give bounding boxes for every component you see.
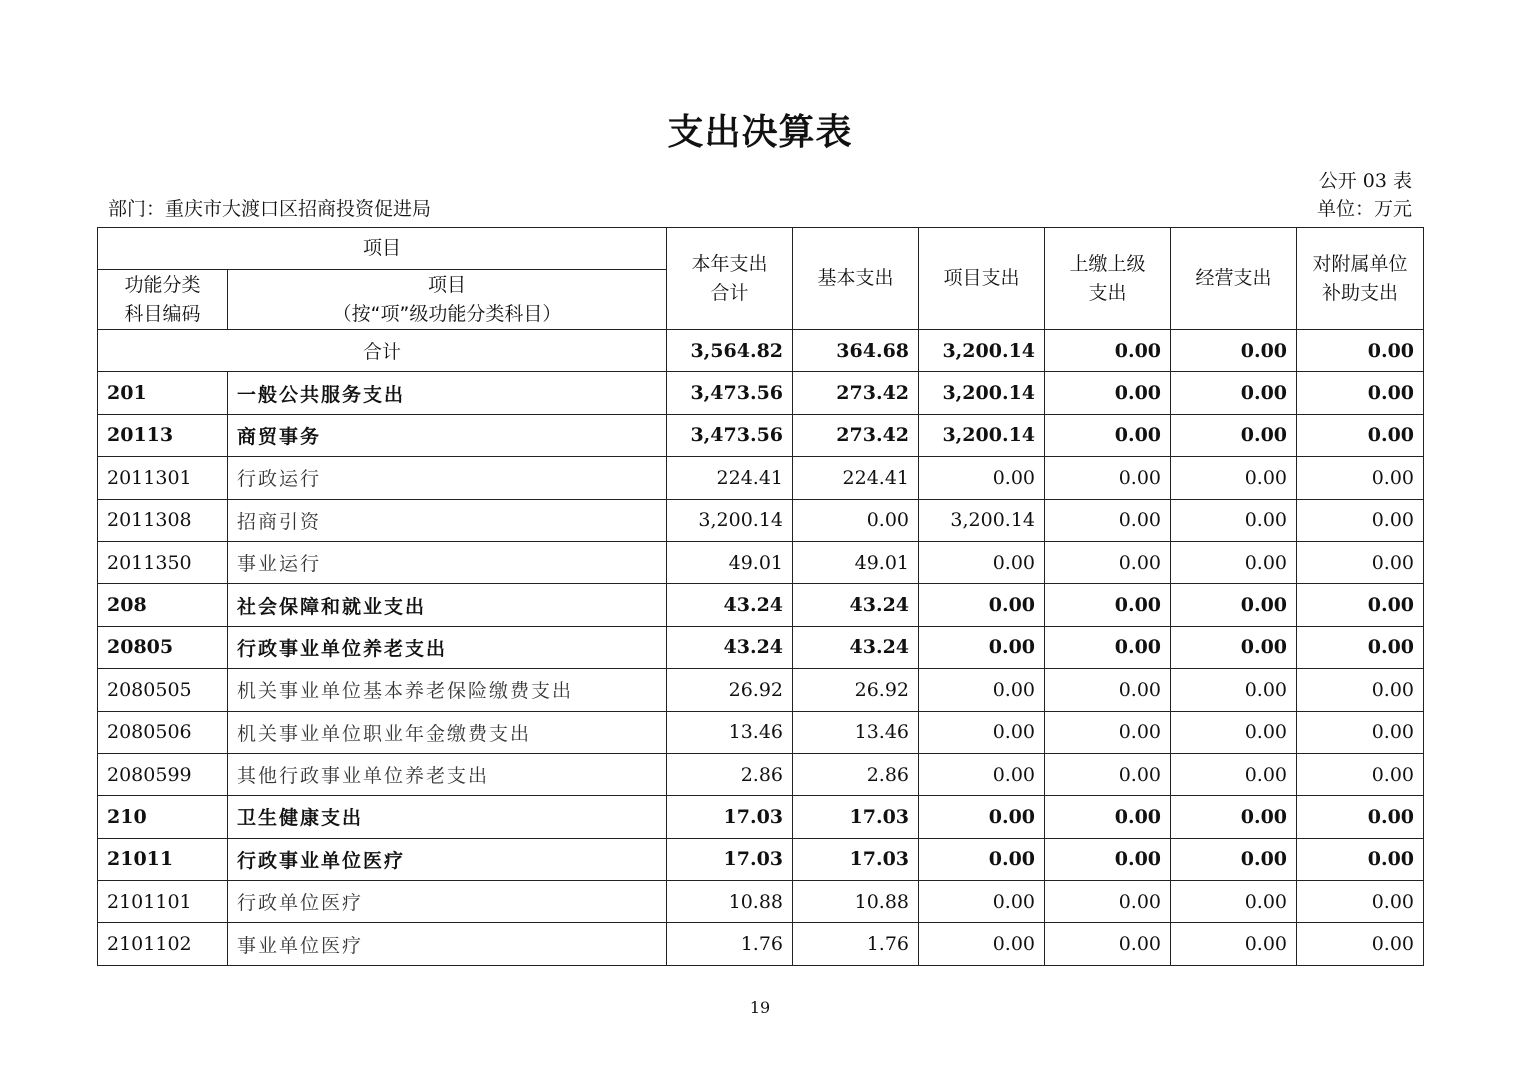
row-code: 2011308 (98, 499, 228, 541)
row-code: 21011 (98, 838, 228, 880)
row-value: 3,200.14 (667, 499, 793, 541)
header-code (98, 270, 228, 330)
row-value: 43.24 (667, 626, 793, 668)
row-value: 0.00 (1171, 669, 1297, 711)
row-value: 0.00 (1297, 457, 1424, 499)
row-value: 0.00 (1297, 923, 1424, 965)
row-name: 行政事业单位养老支出 (228, 626, 667, 668)
header-subsidy (1297, 228, 1424, 330)
row-code: 2011301 (98, 457, 228, 499)
row-value: 1.76 (667, 923, 793, 965)
row-value: 17.03 (667, 796, 793, 838)
row-value: 0.00 (1297, 669, 1424, 711)
row-value: 224.41 (793, 457, 919, 499)
total-cell: 3,200.14 (919, 330, 1045, 372)
page-number: 19 (749, 998, 771, 1017)
row-value: 17.03 (667, 838, 793, 880)
page-title: 支出决算表 (667, 112, 853, 153)
row-value: 0.00 (1045, 499, 1171, 541)
row-value: 0.00 (1045, 626, 1171, 668)
row-code: 20113 (98, 414, 228, 456)
header-operating: 经营支出 (1171, 228, 1297, 330)
header-project: 项目 (98, 228, 667, 270)
row-value: 0.00 (1171, 881, 1297, 923)
row-value: 0.00 (1171, 923, 1297, 965)
row-name: 事业单位医疗 (228, 923, 667, 965)
header-name (228, 270, 667, 330)
row-name: 机关事业单位基本养老保险缴费支出 (228, 669, 667, 711)
row-value: 43.24 (667, 584, 793, 626)
total-cell: 0.00 (1297, 330, 1424, 372)
total-cell: 0.00 (1045, 330, 1171, 372)
row-value: 273.42 (793, 372, 919, 414)
row-name: 行政事业单位医疗 (228, 838, 667, 880)
row-value: 0.00 (1045, 457, 1171, 499)
row-code: 208 (98, 584, 228, 626)
table-row (98, 753, 1424, 795)
table-row (98, 796, 1424, 838)
row-value: 0.00 (919, 584, 1045, 626)
table-body (98, 330, 1424, 966)
row-value: 0.00 (1297, 541, 1424, 583)
row-value: 0.00 (1171, 372, 1297, 414)
header-total-line1: 本年支出 (691, 252, 768, 275)
row-value: 0.00 (919, 838, 1045, 880)
row-value: 49.01 (793, 541, 919, 583)
table-row (98, 626, 1424, 668)
row-value: 0.00 (1171, 541, 1297, 583)
row-value: 0.00 (1045, 923, 1171, 965)
row-value: 0.00 (1297, 499, 1424, 541)
row-value: 224.41 (667, 457, 793, 499)
row-value: 17.03 (793, 796, 919, 838)
row-value: 0.00 (1171, 753, 1297, 795)
row-value: 0.00 (1045, 753, 1171, 795)
row-value: 1.76 (793, 923, 919, 965)
row-value: 0.00 (1297, 372, 1424, 414)
expenditure-table (97, 227, 1424, 966)
header-code-line1: 功能分类 (124, 273, 201, 296)
row-name: 其他行政事业单位养老支出 (228, 753, 667, 795)
department-label: 部门：重庆市大渡口区招商投资促进局 (108, 198, 432, 220)
row-name: 商贸事务 (228, 414, 667, 456)
row-value: 0.00 (919, 881, 1045, 923)
row-value: 0.00 (1171, 584, 1297, 626)
row-value: 2.86 (793, 753, 919, 795)
table-row (98, 923, 1424, 965)
row-value: 0.00 (919, 669, 1045, 711)
row-code: 2011350 (98, 541, 228, 583)
table-row (98, 457, 1424, 499)
table-row (98, 711, 1424, 753)
row-value: 273.42 (793, 414, 919, 456)
table-row (98, 838, 1424, 880)
table-row (98, 669, 1424, 711)
total-cell: 364.68 (793, 330, 919, 372)
row-value: 0.00 (1045, 796, 1171, 838)
table-row (98, 881, 1424, 923)
row-code: 20805 (98, 626, 228, 668)
header-upper-line2: 支出 (1088, 281, 1127, 304)
header-subsidy-line1: 对附属单位 (1312, 252, 1408, 275)
table-row (98, 414, 1424, 456)
row-value: 0.00 (1045, 541, 1171, 583)
row-value: 0.00 (1171, 499, 1297, 541)
row-value: 0.00 (919, 626, 1045, 668)
header-code-line2: 科目编码 (124, 302, 201, 325)
header-upper-line1: 上缴上级 (1069, 252, 1146, 275)
row-value: 0.00 (919, 796, 1045, 838)
row-value: 3,200.14 (919, 372, 1045, 414)
header-total-line2: 合计 (710, 281, 749, 304)
table-row (98, 372, 1424, 414)
row-value: 17.03 (793, 838, 919, 880)
header-basic: 基本支出 (793, 228, 919, 330)
row-value: 0.00 (1045, 838, 1171, 880)
header-subsidy-line2: 补助支出 (1322, 281, 1399, 304)
row-name: 行政运行 (228, 457, 667, 499)
row-name: 招商引资 (228, 499, 667, 541)
row-value: 0.00 (1297, 838, 1424, 880)
row-value: 3,473.56 (667, 414, 793, 456)
row-value: 0.00 (1297, 796, 1424, 838)
row-code: 210 (98, 796, 228, 838)
row-name: 一般公共服务支出 (228, 372, 667, 414)
header-upper-level (1045, 228, 1171, 330)
row-value: 0.00 (1045, 711, 1171, 753)
row-code: 2101102 (98, 923, 228, 965)
total-label: 合计 (98, 330, 667, 372)
row-value: 0.00 (1297, 414, 1424, 456)
row-value: 0.00 (1045, 584, 1171, 626)
row-value: 0.00 (793, 499, 919, 541)
row-value: 10.88 (793, 881, 919, 923)
row-value: 0.00 (1171, 796, 1297, 838)
row-value: 0.00 (1297, 753, 1424, 795)
row-value: 2.86 (667, 753, 793, 795)
row-value: 0.00 (1297, 626, 1424, 668)
row-value: 10.88 (667, 881, 793, 923)
row-value: 0.00 (1045, 881, 1171, 923)
row-value: 0.00 (1171, 457, 1297, 499)
row-value: 0.00 (919, 541, 1045, 583)
row-value: 0.00 (1171, 838, 1297, 880)
row-value: 0.00 (1297, 711, 1424, 753)
row-value: 0.00 (1297, 881, 1424, 923)
row-value: 13.46 (793, 711, 919, 753)
row-name: 社会保障和就业支出 (228, 584, 667, 626)
total-row (98, 330, 1424, 372)
header-name-line1: 项目 (428, 273, 467, 296)
total-cell: 0.00 (1171, 330, 1297, 372)
row-name: 事业运行 (228, 541, 667, 583)
row-code: 2080506 (98, 711, 228, 753)
row-value: 43.24 (793, 584, 919, 626)
row-value: 0.00 (919, 923, 1045, 965)
row-value: 0.00 (1045, 414, 1171, 456)
row-value: 0.00 (1171, 414, 1297, 456)
row-value: 13.46 (667, 711, 793, 753)
row-value: 0.00 (1171, 626, 1297, 668)
row-value: 0.00 (919, 753, 1045, 795)
row-value: 3,200.14 (919, 499, 1045, 541)
row-value: 0.00 (1171, 711, 1297, 753)
table-row (98, 541, 1424, 583)
row-value: 0.00 (1045, 669, 1171, 711)
header-project-expense: 项目支出 (919, 228, 1045, 330)
row-value: 26.92 (667, 669, 793, 711)
table-row (98, 584, 1424, 626)
row-value: 0.00 (919, 711, 1045, 753)
header-name-line2: （按“项”级功能分类科目） (332, 302, 562, 325)
table-number: 公开 03 表 (1318, 170, 1412, 192)
row-code: 2080505 (98, 669, 228, 711)
table-row (98, 499, 1424, 541)
row-value: 43.24 (793, 626, 919, 668)
unit-label: 单位：万元 (1316, 198, 1412, 220)
row-value: 49.01 (667, 541, 793, 583)
row-code: 201 (98, 372, 228, 414)
row-value: 0.00 (1045, 372, 1171, 414)
table-header (98, 228, 1424, 330)
row-name: 行政单位医疗 (228, 881, 667, 923)
row-value: 26.92 (793, 669, 919, 711)
row-name: 卫生健康支出 (228, 796, 667, 838)
row-value: 3,473.56 (667, 372, 793, 414)
total-cell: 3,564.82 (667, 330, 793, 372)
row-code: 2101101 (98, 881, 228, 923)
row-value: 3,200.14 (919, 414, 1045, 456)
row-name: 机关事业单位职业年金缴费支出 (228, 711, 667, 753)
row-code: 2080599 (98, 753, 228, 795)
header-total (667, 228, 793, 330)
row-value: 0.00 (919, 457, 1045, 499)
row-value: 0.00 (1297, 584, 1424, 626)
